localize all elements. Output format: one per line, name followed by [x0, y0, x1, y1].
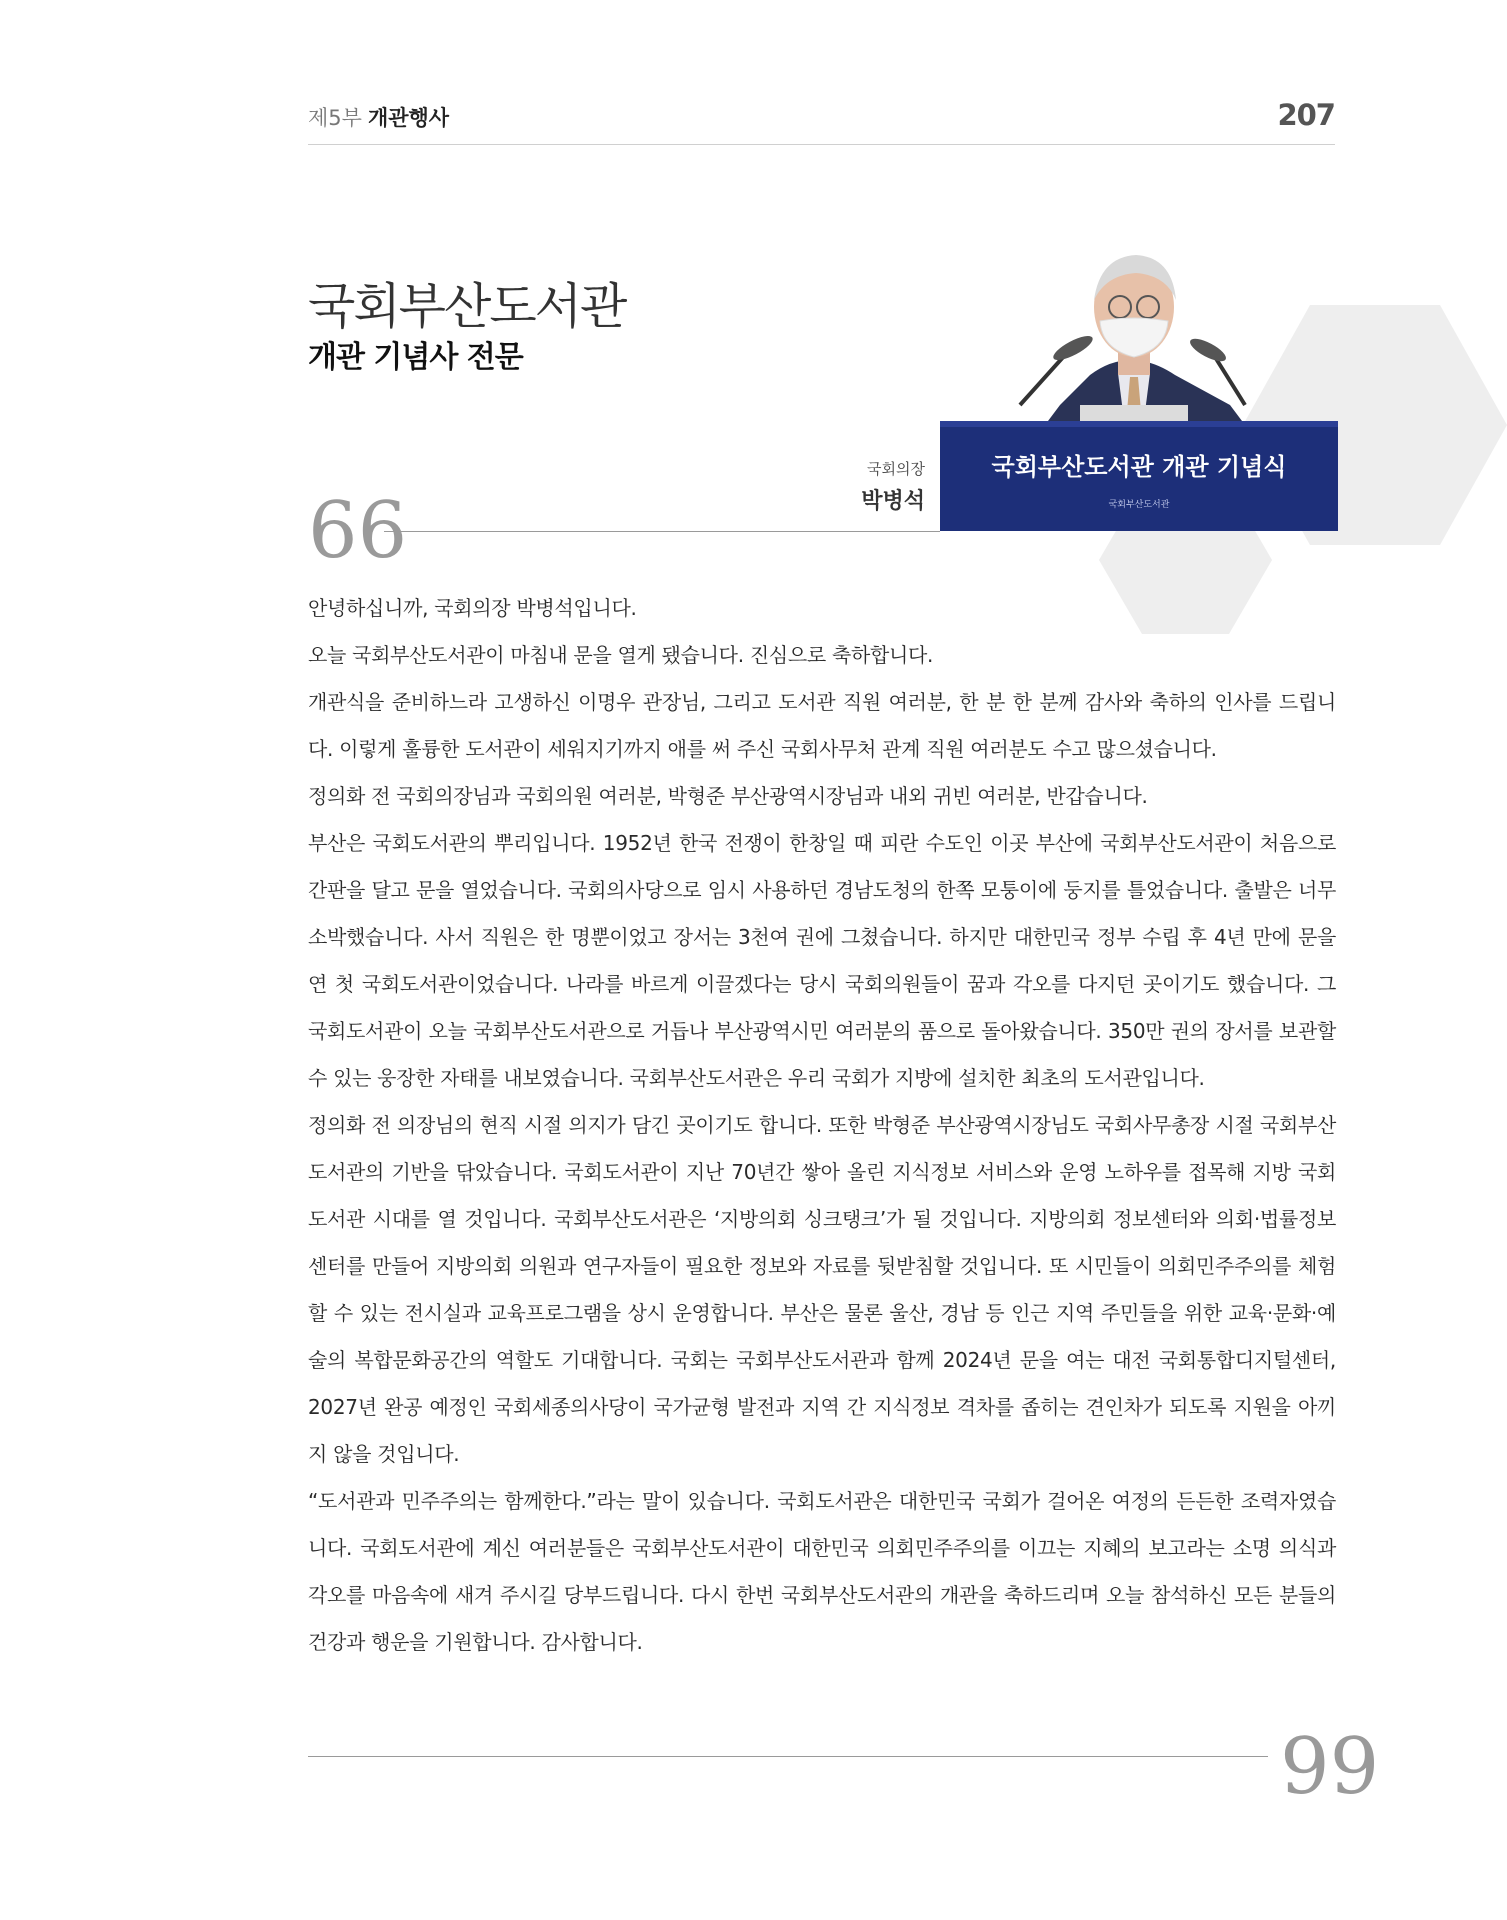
microphone-right-stem: [1215, 357, 1245, 405]
page-number: 207: [1277, 98, 1335, 132]
header-part: [308, 102, 449, 132]
header-part-label: 제5부: [308, 106, 362, 130]
paragraph: 개관식을 준비하느라 고생하신 이명우 관장님, 그리고 도서관 직원 여러분, 한 분 한 분께 감사와 축하의 인사를 드립니다. 이렇게 훌륭한 도서관이 세워지기까지 애를 써 주신 국회사무처 관계 직원 여러분도 수고 많으셨습니다.: [308, 690, 1336, 761]
page-header: [308, 98, 1335, 145]
speaker-photo: [940, 245, 1338, 531]
face-mask: [1100, 318, 1168, 357]
page-subtitle: 개관 기념사 전문: [308, 340, 523, 375]
paragraph: 안녕하십니까, 국회의장 박병석입니다.: [308, 596, 637, 620]
open-quote-mark: 66: [308, 486, 408, 576]
podium-sign: 국회부산도서관 개관 기념식: [991, 453, 1287, 481]
speaker-name: 박병석: [861, 489, 925, 514]
paragraph: 정의화 전 의장님의 현직 시절 의지가 담긴 곳이기도 합니다. 또한 박형준 부산광역시장님도 국회사무총장 시절 국회부산도서관의 기반을 닦았습니다. 국회도서관이 지난 70년간 쌓아 올린 지식정보 서비스와 운영 노하우를 접목해 지방 국회도서관 시대를 열 것입니다. 국회부산도서관은 ‘지방의회 싱크탱크’가 될 것입니다. 지방의회 정보센터와 의회·법률정보센터를 만들어 지방의회 의원과 연구자들이 필요한 정보와 자료를 뒷받침할 것입니다. 또 시민들이 의회민주주의를 체험할 수 있는 전시실과 교육프로그램을 상시 운영합니다. 부산은 물론 울산, 경남 등 인근 지역 주민들을 위한 교육·문화·예술의 복합문화공간의 역할도 기대합니다. 국회는 국회부산도서관과 함께 2024년 문을 여는 대전 국회통합디지털센터, 2027년 완공 예정인 국회세종의사당이 국가균형 발전과 지역 간 지식정보 격차를 좁히는 견인차가 되도록 지원을 아끼지 않을 것입니다.: [308, 1113, 1336, 1466]
divider-top: [384, 531, 940, 532]
paragraph: 오늘 국회부산도서관이 마침내 문을 열게 됐습니다. 진심으로 축하합니다.: [308, 643, 934, 667]
speaker-role: 국회의장: [867, 460, 925, 478]
podium-top: [940, 421, 1338, 427]
microphone-left: [1050, 331, 1095, 364]
header-section: 개관행사: [367, 106, 450, 130]
speech-body: [308, 585, 1336, 1666]
paragraph: 정의화 전 국회의장님과 국회의원 여러분, 박형준 부산광역시장님과 내외 귀빈 여러분, 반갑습니다.: [308, 784, 1148, 808]
page-title: 국회부산도서관: [308, 278, 626, 335]
paragraph: 부산은 국회도서관의 뿌리입니다. 1952년 한국 전쟁이 한창일 때 피란 수도인 이곳 부산에 국회부산도서관이 처음으로 간판을 달고 문을 열었습니다. 국회의사당으로 임시 사용하던 경남도청의 한쪽 모퉁이에 둥지를 틀었습니다. 출발은 너무 소박했습니다. 사서 직원은 한 명뿐이었고 장서는 3천여 권에 그쳤습니다. 하지만 대한민국 정부 수립 후 4년 만에 문을 연 첫 국회도서관이었습니다. 나라를 바르게 이끌겠다는 당시 국회의원들이 꿈과 각오를 다지던 곳이기도 했습니다. 그 국회도서관이 오늘 국회부산도서관으로 거듭나 부산광역시민 여러분의 품으로 돌아왔습니다. 350만 권의 장서를 보관할 수 있는 웅장한 자태를 내보였습니다. 국회부산도서관은 우리 국회가 지방에 설치한 최초의 도서관입니다.: [308, 831, 1336, 1090]
divider-bottom: [308, 1756, 1268, 1757]
microphone-left-stem: [1020, 355, 1065, 405]
microphone-right: [1187, 334, 1229, 365]
podium-logo-text: 국회부산도서관: [1108, 500, 1170, 510]
close-quote-mark: 99: [1280, 1722, 1380, 1812]
paragraph: “도서관과 민주주의는 함께한다.”라는 말이 있습니다. 국회도서관은 대한민국 국회가 걸어온 여정의 든든한 조력자였습니다. 국회도서관에 계신 여러분들은 국회부산도서관이 대한민국 의회민주주의를 이끄는 지혜의 보고라는 소명 의식과 각오를 마음속에 새겨 주시길 당부드립니다. 다시 한번 국회부산도서관의 개관을 축하드리며 오늘 참석하신 모든 분들의 건강과 행운을 기원합니다. 감사합니다.: [308, 1489, 1336, 1654]
